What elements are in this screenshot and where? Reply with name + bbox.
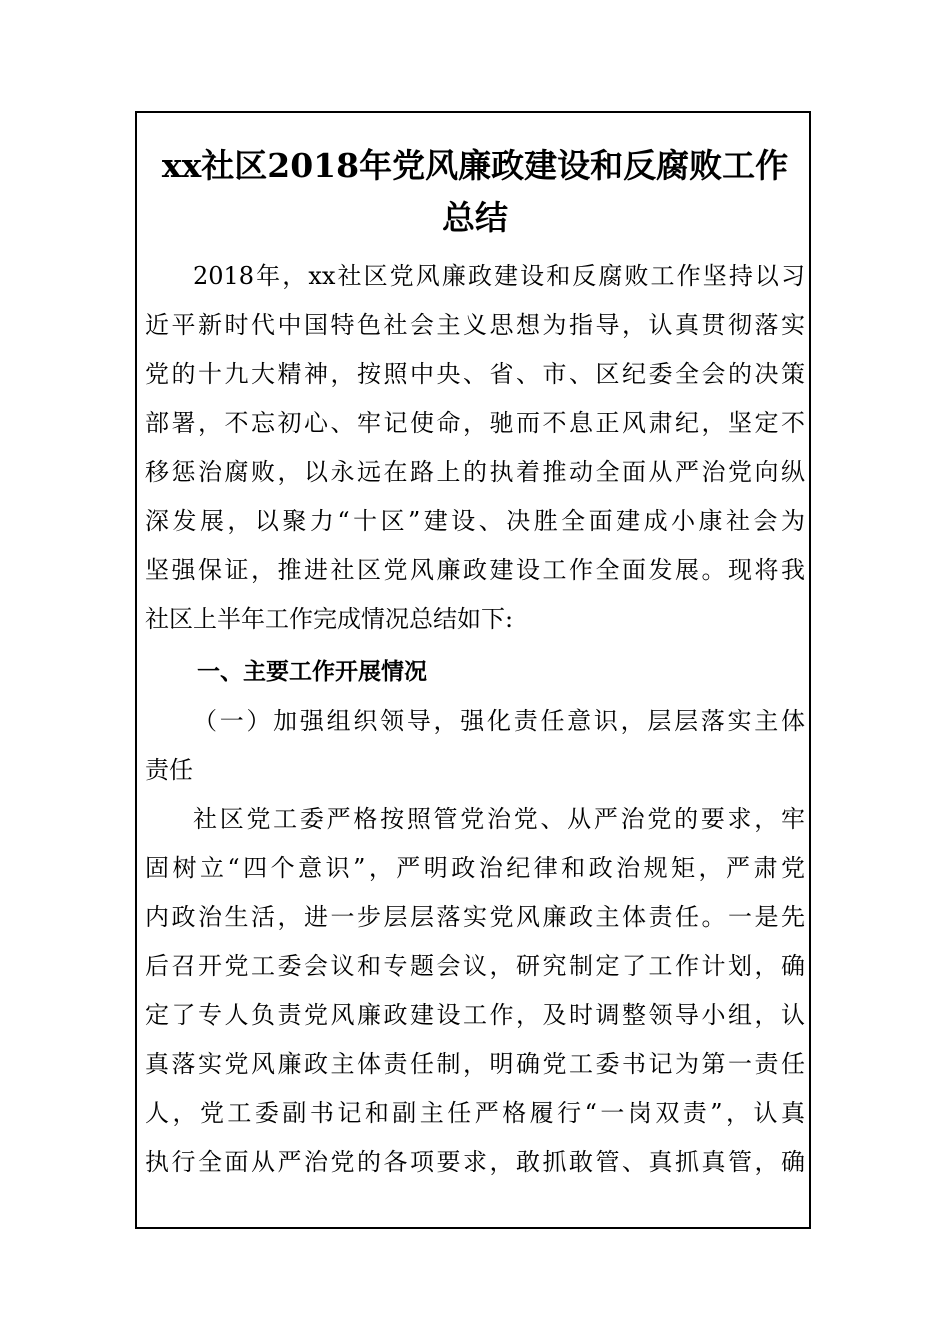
body-paragraph <box>145 795 805 1187</box>
intro-line-7: 坚强保证，推进社区党风廉政建设工作全面发展。现将我 <box>145 556 805 584</box>
body-line-5: 定了专人负责党风廉政建设工作，及时调整领导小组，认 <box>145 1001 805 1029</box>
intro-line-8: 社区上半年工作完成情况总结如下: <box>145 605 514 633</box>
title-line-2: 总结 <box>442 198 508 237</box>
body-line-2: 固树立“四个意识”，严明政治纪律和政治规矩，严肃党 <box>145 854 805 882</box>
title-line-1: xx社区2018年党风廉政建设和反腐败工作 <box>161 146 789 185</box>
body-line-3: 内政治生活，进一步层层落实党风廉政主体责任。一是先 <box>145 903 805 931</box>
document-title <box>145 140 805 244</box>
intro-line-4: 部署，不忘初心、牢记使命，驰而不息正风肃纪，坚定不 <box>145 409 805 437</box>
intro-line-2: 近平新时代中国特色社会主义思想为指导，认真贯彻落实 <box>145 311 805 339</box>
subsection-line-1: （一）加强组织领导，强化责任意识，层层落实主体 <box>193 707 805 735</box>
intro-line-5: 移惩治腐败，以永远在路上的执着推动全面从严治党向纵 <box>145 458 805 486</box>
body-line-1: 社区党工委严格按照管党治党、从严治党的要求，牢 <box>193 805 805 833</box>
intro-line-1: 2018年，xx社区党风廉政建设和反腐败工作坚持以习 <box>193 262 805 290</box>
subsection-line-2: 责任 <box>145 756 193 784</box>
body-line-4: 后召开党工委会议和专题会议，研究制定了工作计划，确 <box>145 952 805 980</box>
section-heading: 一、主要工作开展情况 <box>197 659 427 685</box>
document-body <box>145 140 805 1176</box>
intro-line-3: 党的十九大精神，按照中央、省、市、区纪委全会的决策 <box>145 360 805 388</box>
intro-paragraph <box>145 252 805 644</box>
subsection-heading <box>145 697 805 795</box>
intro-line-6: 深发展，以聚力“十区”建设、决胜全面建成小康社会为 <box>145 507 805 535</box>
body-line-8: 执行全面从严治党的各项要求，敢抓敢管、真抓真管，确 <box>145 1148 805 1176</box>
body-line-7: 人，党工委副书记和副主任严格履行“一岗双责”，认真 <box>145 1099 805 1127</box>
body-line-6: 真落实党风廉政主体责任制，明确党工委书记为第一责任 <box>145 1050 805 1078</box>
